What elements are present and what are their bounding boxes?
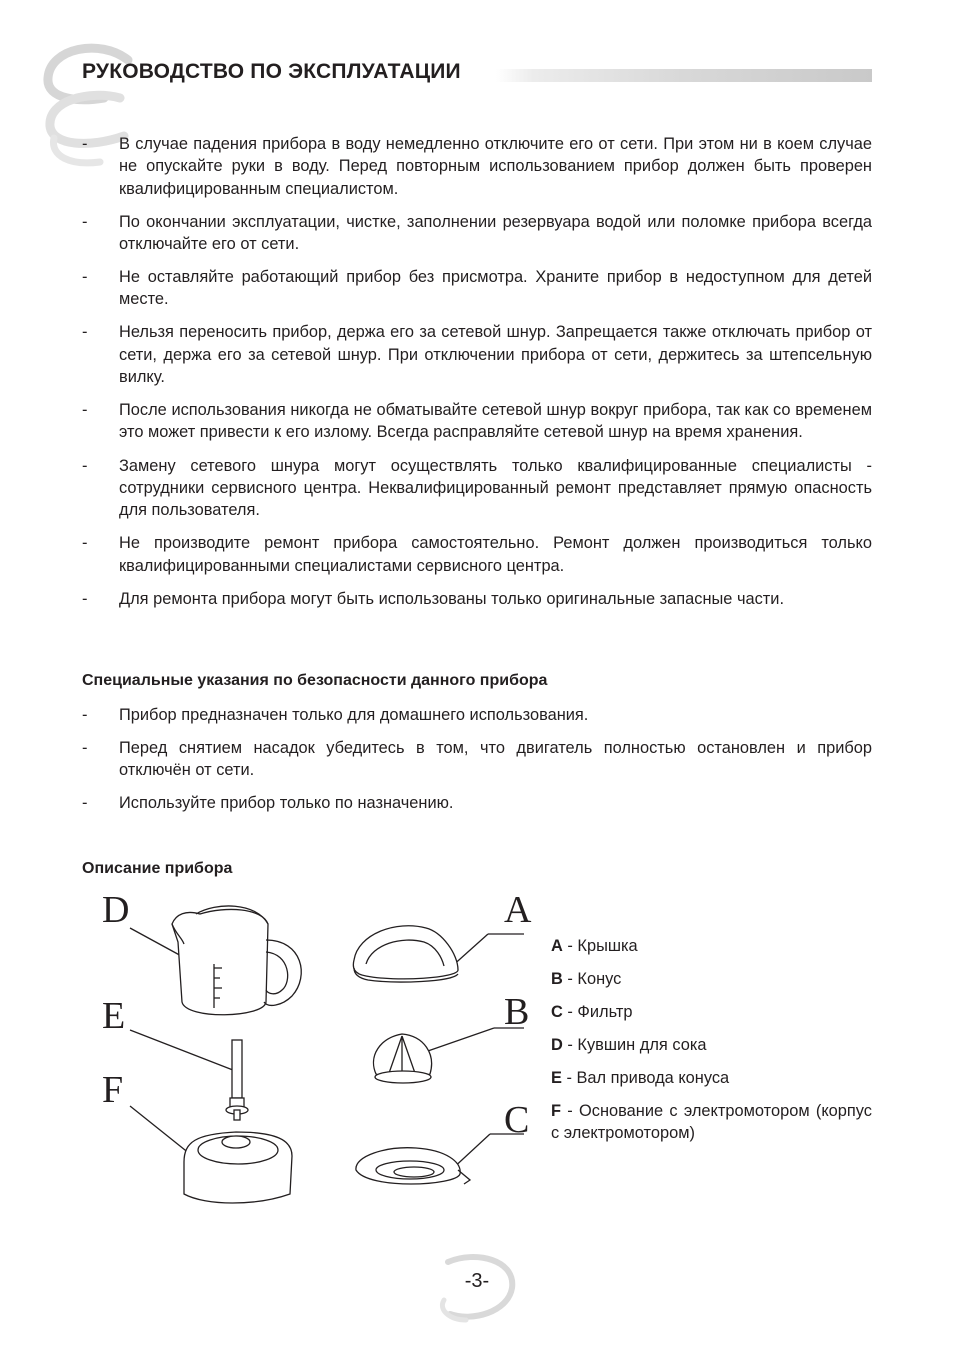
list-item: - Прибор предназначен только для домашнего использования. [82,704,872,726]
list-item: - После использования никогда не обматывайте сетевой шнур вокруг прибора, так как со временем это может привести к его излому. Всегда расправляйте сетевой шнур на время хранения. [82,401,872,442]
legend-item: B - Конус [551,970,622,988]
list-item: - Перед снятием насадок убедитесь в том, что двигатель полностью остановлен и прибор отключён от сети. [82,739,872,780]
legend-item: E - Вал привода конуса [551,1069,730,1087]
legend-item: A - Крышка [551,937,638,955]
label-b: B [504,991,530,1033]
list-marker: - [82,739,88,758]
list-item: - Нельзя переносить прибор, держа его за сетевой шнур. Запрещается также отключать прибор от сети, держа его за сетевой шнур. При отключении прибора от сети, держитесь за штепсельную вилку. [82,323,872,387]
jug-icon [172,906,301,1015]
label-d: D [102,889,130,931]
list-marker: - [82,212,88,231]
list-item: - Не производите ремонт прибора самостоятельно. Ремонт должен производиться только квалифицированными специалистами сервисного центра. [82,534,872,575]
parts-diagram [96,884,536,1214]
lid-icon [353,926,458,982]
list-marker: - [82,589,88,608]
list-item: - В случае падения прибора в воду немедленно отключите его от сети. При этом ни в коем случае не опускайте руки в воду. Перед повторным использованием прибор должен быть проверен квалифицированным специалистом. [82,135,872,198]
filter-icon [356,1148,470,1184]
list-marker: - [82,794,88,813]
list-marker: - [82,401,88,420]
list-item: - Используйте прибор только по назначению. [82,792,872,814]
page-number: -3- [464,1270,490,1292]
header-bar [496,69,872,82]
list-marker: - [82,135,88,153]
label-f: F [102,1069,124,1111]
special-instructions-heading: Специальные указания по безопасности данного прибора [82,672,548,689]
special-list [82,704,872,826]
list-item: - Для ремонта прибора могут быть использованы только оригинальные запасные части. [82,588,872,610]
cone-icon [374,1034,432,1083]
list-item: - Замену сетевого шнура могут осуществлять только квалифицированные специалисты - сотрудники сервисного центра. Неквалифицированный ремонт представляет прямую опасность для пользователя. [82,456,872,520]
list-marker: - [82,268,88,287]
drive-shaft-icon [226,1040,248,1120]
description-heading: Описание прибора [82,860,233,877]
motor-base-icon [184,1132,292,1203]
list-item: - Не оставляйте работающий прибор без присмотра. Храните прибор в недоступном для детей месте. [82,268,872,309]
parts-legend [551,935,872,1155]
legend-item: F - Основание с электромотором (корпус с электромотором) [551,1102,872,1142]
label-c: C [504,1099,530,1141]
label-e: E [102,995,126,1037]
page-title: РУКОВОДСТВО ПО ЭКСПЛУАТАЦИИ [82,60,461,83]
list-marker: - [82,323,88,342]
list-item: - По окончании эксплуатации, чистке, заполнении резервуара водой или поломке прибора всегда отключайте его от сети. [82,212,872,253]
legend-item: D - Кувшин для сока [551,1036,707,1054]
list-marker: - [82,706,88,724]
safety-list [82,133,872,621]
list-marker: - [82,456,88,475]
list-marker: - [82,534,88,553]
legend-item: C - Фильтр [551,1003,633,1021]
label-a: A [504,889,532,931]
